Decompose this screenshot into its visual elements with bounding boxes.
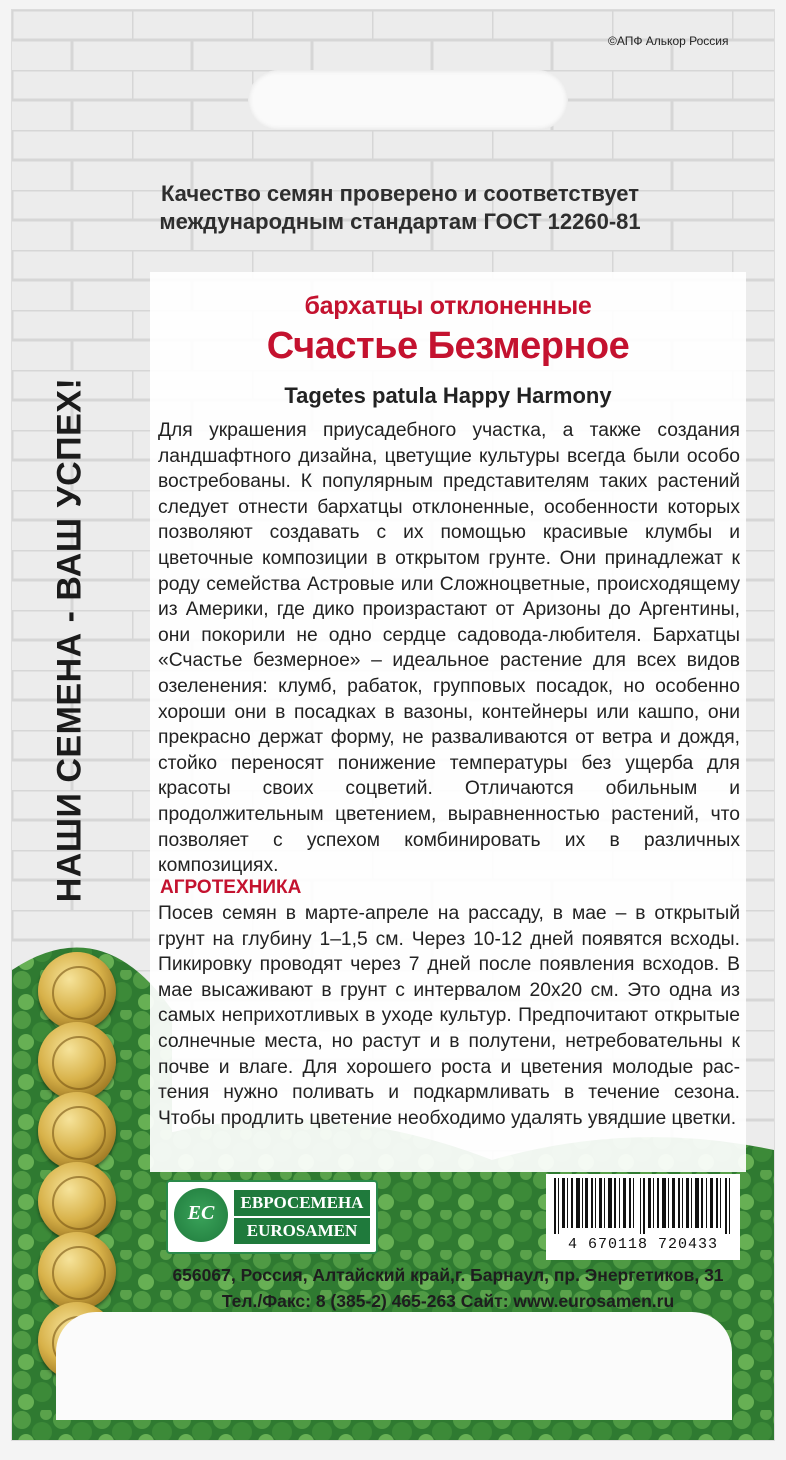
agrotechnics-text: Посев семян в марте-апреле на рассаду, в мае – в открытый грунт на глубину 1–1,5 см. Через 10-12 дней появятся всходы. Пикировку проводят через 7 дней после появления всходов. В мае высаживают в грунт с интервалом 20х20 см. Это одна из самых неприхотливых в уходе культур. Предпочитают открытые солнечные места, но растут и в полутени, нетребовательны к почве и влаге. Для хорошего роста и цветения молодые растения нужно поливать и подкармливать в течение сезона. Чтобы продлить цветение необходимо удалять увядшие цветки. <box>158 903 740 1129</box>
barcode-bars-icon <box>554 1178 732 1234</box>
award-medals <box>38 952 124 1372</box>
hanger-hole <box>248 70 568 130</box>
brand-emblem-icon <box>174 1188 228 1242</box>
copyright-icon: © <box>608 34 617 48</box>
contact-info <box>150 1262 746 1314</box>
brand-name-en: EUROSAMEN <box>234 1218 370 1244</box>
barcode-number: 4 670118 720433 <box>567 1236 719 1253</box>
medal-icon <box>38 952 116 1030</box>
medal-icon <box>38 1092 116 1170</box>
brand-logo <box>166 1180 378 1254</box>
postal-address: 656067, Россия, Алтайский край,г. Барнаул, пр. Энергетиков, 31 <box>172 1265 724 1285</box>
product-genus: бархатцы отклоненные <box>304 292 592 320</box>
product-variety: Счастье Безмерное <box>266 325 630 367</box>
phone-website: Тел./Факс: 8 (385-2) 465-263 Сайт: www.eurosamen.ru <box>221 1291 675 1311</box>
packet-flap <box>56 1312 732 1420</box>
brand-name-ru: ЕВРОСЕМЕНА <box>234 1190 370 1216</box>
medal-icon <box>38 1162 116 1240</box>
medal-icon <box>38 1232 116 1310</box>
slogan <box>20 330 120 950</box>
quality-line-2: международным стандартам ГОСТ 12260-81 <box>159 209 641 234</box>
latin-name: Tagetes patula Happy Harmony <box>284 383 612 408</box>
slogan-text: НАШИ СЕМЕНА - ВАШ УСПЕХ! <box>50 377 89 903</box>
medal-icon <box>38 1022 116 1100</box>
quality-statement <box>60 180 740 236</box>
agrotechnics-heading: АГРОТЕХНИКА <box>160 877 302 898</box>
description-text: Для украшения приусадебного участка, а также создания ландшафтного дизайна, цветущие культуры всегда были особо востребованы. К популярным представителям таких растений следует отнести бархатцы отклоненные, особенности которых позволяют создавать с их помощью красивые клумбы и цветочные композиции в открытом грунте. Они принадлежат к роду семейства Астровые или Сложноцветные, происходящему из Америки, где дико произрастают от Аризоны до Аргентины, они покорили не одно сердце садовода-любителя. Бархатцы «Счастье безмерное» – идеальное растение для всех видов озеленения: клумб, рабаток, групповых посадок, но особенно хороши они в посадках в вазоны, контейнеры или кашпо, они прекрасно держат форму, не разваливаются от ветра и дождя, стойко переносят понижение температуры без ущерба для красоты своих соцветий. Отличаются обильным и продолжительным цветением, выравненностью растений, что позволяет с успехом комбинировать их в различных композициях. <box>158 420 740 877</box>
barcode <box>546 1174 740 1260</box>
manufacturer-mark: ©АПФ Алькор Россия <box>608 34 729 48</box>
quality-line-1: Качество семян проверено и соответствует <box>160 181 640 206</box>
